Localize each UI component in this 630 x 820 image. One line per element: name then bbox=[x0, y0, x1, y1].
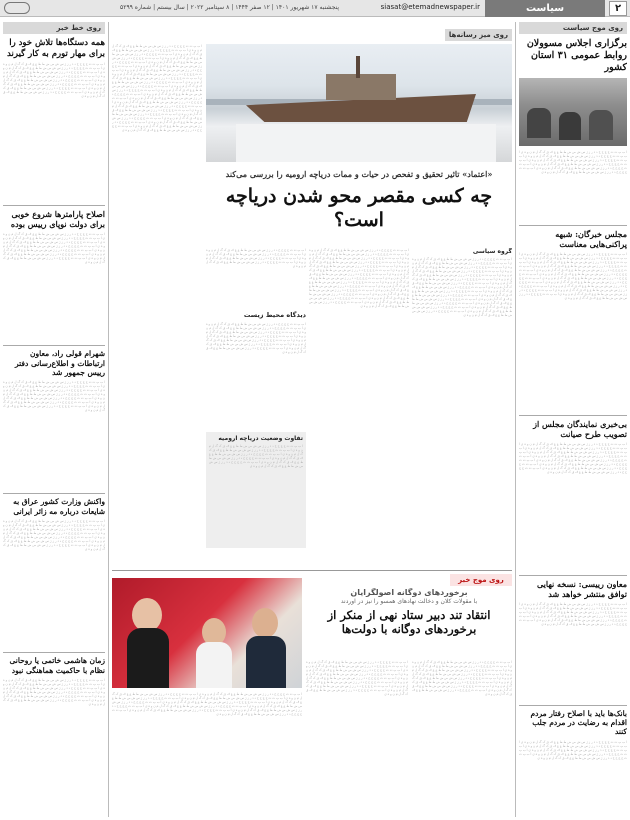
main-headline-block bbox=[206, 165, 512, 255]
story-body-text: ا ب پ ت ث ج چ ح خ د ذ ر ز ژ س ش ص ض ط ظ ع غ ف ق ک گ ل م ن و ه ی ا ب پ ت ث ج چ ح خ د ذ ر ز ژ س ش ص ض ط ظ ع غ ف ق ک گ ل م ن و ه ی ا ب پ ت ث ج چ ح خ د ذ ر ز ژ س ش ص ض ط ظ ع غ ف ق ک گ ل م ن و ه ی ا ب پ ت ث ج چ ح خ د ذ ر ز ژ س ش ص ض ط ظ ع غ ف ق ک گ ل م ن و ه ی ا ب پ ت ث ج چ ح خ د ذ ر ز ژ س ش ص ض ط ظ ع غ ف ق ک گ ل م ن و ه ی ا ب پ ت ث ج چ ح خ د ذ ر ز ژ س ش ص ض ط ظ ع غ ف ق ک گ ل م ن و ه ی ا ب پ ت ث ج چ ح خ د ذ ر ز ژ س ش ص ض ط ظ ع غ ف ق ک گ ل م ن و ه ی ا ب پ ت ث ج چ ح خ د ذ ر ز ژ س ش ص ض ط ظ ع غ ف ق ک گ ل م ن و ه ی bbox=[3, 62, 105, 99]
bottom-story-headline-block bbox=[306, 588, 512, 658]
newspaper-logo-icon bbox=[4, 2, 30, 14]
lake-ship-photo bbox=[206, 44, 512, 162]
bottom-subtitle-2: با مقولات کلان و دخالت نهادهای همسو را نیز در اوردند bbox=[340, 598, 478, 605]
story-title: همه دستگاه‌ها تلاش خود را برای مهار تورم به کار گیرند bbox=[7, 38, 105, 59]
story-title: شهرام قولی راد، معاون ارتباطات و اطلاع‌رسانی دفتر رییس جمهور شد bbox=[15, 349, 105, 377]
article-body-text: ا ب پ ت ث ج چ ح خ د ذ ر ز ژ س ش ص ض ط ظ ع غ ف ق ک گ ل م ن و ه ی ا ب پ ت ث ج چ ح خ د ذ ر ز ژ س ش ص ض ط ظ ع غ ف ق ک گ ل م ن و ه ی ا ب پ ت ث ج چ ح خ د ذ ر ز ژ س ش ص ض ط ظ ع غ ف ق ک گ ل م ن و ه ی ا ب پ ت ث ج چ ح خ د ذ ر ز ژ س ش ص ض ط ظ ع غ ف ق ک گ ل م ن و ه ی ا ب پ ت ث ج چ ح خ د ذ ر ز ژ س ش ص ض ط ظ ع غ ف ق ک گ ل م ن و ه ی ا ب پ ت ث ج چ ح خ د ذ ر ز ژ س ش ص ض ط ظ ع غ ف ق ک گ ل م ن و ه ی ا ب پ ت ث ج چ ح خ د ذ ر ز ژ س ش ص ض ط ظ ع غ ف ق ک گ ل م ن و ه ی ا ب پ ت ث ج چ ح خ د ذ ر ز ژ س ش ص ض ط ظ ع غ ف ق ک گ ل م ن و ه ی ا ب پ ت ث ج چ ح خ د ذ ر ز ژ س ش ص ض ط ظ ع غ ف ق ک گ ل م ن و ه ی ا ب پ ت ث ج چ ح خ د ذ ر ز ژ س ش ص ض ط ظ ع غ ف ق ک گ ل م ن و ه ی bbox=[112, 692, 302, 716]
story-body-text: ا ب پ ت ث ج چ ح خ د ذ ر ز ژ س ش ص ض ط ظ ع غ ف ق ک گ ل م ن و ه ی ا ب پ ت ث ج چ ح خ د ذ ر ز ژ س ش ص ض ط ظ ع غ ف ق ک گ ل م ن و ه ی ا ب پ ت ث ج چ ح خ د ذ ر ز ژ س ش ص ض ط ظ ع غ ف ق ک گ ل م ن و ه ی ا ب پ ت ث ج چ ح خ د ذ ر ز ژ س ش ص ض ط ظ ع غ ف ق ک گ ل م ن و ه ی ا ب پ ت ث ج چ ح خ د ذ ر ز ژ س ش ص ض ط ظ ع غ ف ق ک گ ل م ن و ه ی ا ب پ ت ث ج چ ح خ د ذ ر ز ژ س ش ص ض ط ظ ع غ ف ق ک گ ل م ن و ه ی ا ب پ ت ث ج چ ح خ د ذ ر ز ژ س ش ص ض ط ظ ع غ ف ق ک گ ل م ن و ه ی bbox=[3, 232, 105, 265]
story-title: برگزاری اجلاس مسوولان روابط عمومی ۳۱ استان کشور bbox=[526, 38, 627, 73]
article-body-text: ا ب پ ت ث ج چ ح خ د ذ ر ز ژ س ش ص ض ط ظ ع غ ف ق ک گ ل م ن و ه ی ا ب پ ت ث ج چ ح خ د ذ ر ز ژ س ش ص ض ط ظ ع غ ف ق ک گ ل م ن و ه ی ا ب پ ت ث ج چ ح خ د ذ ر ز ژ س ش ص ض ط ظ ع غ ف ق ک گ ل م ن و ه ی ا ب پ ت ث ج چ ح خ د ذ ر ز ژ س ش ص ض ط ظ ع غ ف ق ک گ ل م ن و ه ی ا ب پ ت ث ج چ ح خ د ذ ر ز ژ س ش ص ض ط ظ ع غ ف ق ک گ ل م ن و ه ی ا ب پ ت ث ج چ ح خ د ذ ر ز ژ س ش ص ض ط ظ ع غ ف ق ک گ ل م ن و ه ی ا ب پ ت ث ج چ ح خ د ذ ر ز ژ س ش ص ض ط ظ ع غ ف ق ک گ ل م ن و ه ی ا ب پ ت ث ج چ ح خ د ذ ر ز ژ س ش ص ض ط ظ ع غ ف ق ک گ ل م ن و ه ی bbox=[412, 660, 512, 696]
main-body-col-3 bbox=[206, 248, 306, 428]
main-subhead: دیدگاه محیط زیست bbox=[243, 311, 306, 319]
article-body-text: ا ب پ ت ث ج چ ح خ د ذ ر ز ژ س ش ص ض ط ظ ع غ ف ق ک گ ل م ن و ه ی ا ب پ ت ث ج چ ح خ د ذ ر ز ژ س ش ص ض ط ظ ع غ ف ق ک گ ل م ن و ه ی ا ب پ ت ث ج چ ح خ د ذ ر ز ژ س ش ص ض ط ظ ع غ ف ق ک گ ل م ن و ه ی ا ب پ ت ث ج چ ح خ د ذ ر ز ژ س ش ص ض ط ظ ع غ ف ق ک گ ل م ن و ه ی bbox=[206, 248, 306, 268]
article-body-text: ا ب پ ت ث ج چ ح خ د ذ ر ز ژ س ش ص ض ط ظ ع غ ف ق ک گ ل م ن و ه ی ا ب پ ت ث ج چ ح خ د ذ ر ز ژ س ش ص ض ط ظ ع غ ف ق ک گ ل م ن و ه ی ا ب پ ت ث ج چ ح خ د ذ ر ز ژ س ش ص ض ط ظ ع غ ف ق ک گ ل م ن و ه ی ا ب پ ت ث ج چ ح خ د ذ ر ز ژ س ش ص ض ط ظ ع غ ف ق ک گ ل م ن و ه ی ا ب پ ت ث ج چ ح خ د ذ ر ز ژ س ش ص ض ط ظ ع غ ف ق ک گ ل م ن و ه ی ا ب پ ت ث ج چ ح خ د ذ ر ز ژ س ش ص ض ط ظ ع غ ف ق ک گ ل م ن و ه ی ا ب پ ت ث ج چ ح خ د ذ ر ز ژ س ش ص ض ط ظ ع غ ف ق ک گ ل م ن و ه ی ا ب پ ت ث ج چ ح خ د ذ ر ز ژ س ش ص ض ط ظ ع غ ف ق ک گ ل م ن و ه ی bbox=[306, 660, 408, 696]
main-subtitle: «اعتماد» تاثیر تحقیق و تفحص در حیات و ممات دریاچه ارومیه را بررسی می‌کند bbox=[225, 169, 493, 179]
left-column bbox=[3, 22, 105, 817]
middle-column bbox=[112, 44, 202, 564]
article-body-text: ا ب پ ت ث ج چ ح خ د ذ ر ز ژ س ش ص ض ط ظ ع غ ف ق ک گ ل م ن و ه ی ا ب پ ت ث ج چ ح خ د ذ ر ز ژ س ش ص ض ط ظ ع غ ف ق ک گ ل م ن و ه ی ا ب پ ت ث ج چ ح خ د ذ ر ز ژ س ش ص ض ط ظ ع غ ف ق ک گ ل م ن و ه ی ا ب پ ت ث ج چ ح خ د ذ ر ز ژ س ش ص ض ط ظ ع غ ف ق ک گ ل م ن و ه ی ا ب پ ت ث ج چ ح خ د ذ ر ز ژ س ش ص ض ط ظ ع غ ف ق ک گ ل م ن و ه ی ا ب پ ت ث ج چ ح خ د ذ ر ز ژ س ش ص ض ط ظ ع غ ف ق ک گ ل م ن و ه ی ا ب پ ت ث ج چ ح خ د ذ ر ز ژ س ش ص ض ط ظ ع غ ف ق ک گ ل م ن و ه ی bbox=[206, 322, 306, 354]
story-title: مجلس خبرگان: شبهه پراکنی‌هایی معناست bbox=[555, 228, 627, 249]
website-address[interactable]: siasat@etemadnewspaper.ir bbox=[380, 3, 480, 11]
story-body-text: ا ب پ ت ث ج چ ح خ د ذ ر ز ژ س ش ص ض ط ظ ع غ ف ق ک گ ل م ن و ه ی ا ب پ ت ث ج چ ح خ د ذ ر ز ژ س ش ص ض ط ظ ع غ ف ق ک گ ل م ن و ه ی ا ب پ ت ث ج چ ح خ د ذ ر ز ژ س ش ص ض ط ظ ع غ ف ق ک گ ل م ن و ه ی ا ب پ ت ث ج چ ح خ د ذ ر ز ژ س ش ص ض ط ظ ع غ ف ق ک گ ل م ن و ه ی ا ب پ ت ث ج چ ح خ د ذ ر ز ژ س ش ص ض ط ظ ع غ ف ق ک گ ل م ن و ه ی ا ب پ ت ث ج چ ح خ د ذ ر ز ژ س ش ص ض ط ظ ع غ ف ق ک گ ل م ن و ه ی ا ب پ ت ث ج چ ح خ د ذ ر ز ژ س ش ص ض ط ظ ع غ ف ق ک گ ل م ن و ه ی ا ب پ ت ث ج چ ح خ د ذ ر ز ژ س ش ص ض ط ظ ع غ ف ق ک گ ل م ن و ه ی bbox=[519, 441, 627, 474]
story-title: معاون رییسی: نسخه نهایی توافق منتشر خواهد شد bbox=[537, 578, 627, 599]
info-box-text: ا ب پ ت ث ج چ ح خ د ذ ر ز ژ س ش ص ض ط ظ ع غ ف ق ک گ ل م ن و ه ی ا ب پ ت ث ج چ ح خ د ذ ر ز ژ س ش ص ض ط ظ ع غ ف ق ک گ ل م ن و ه ی ا ب پ ت ث ج چ ح خ د ذ ر ز ژ س ش ص ض ط ظ ع غ ف ق ک گ ل م ن و ه ی ا ب پ ت ث ج چ ح خ د ذ ر ز ژ س ش ص ض ط ظ ع غ ف ق ک گ ل م ن و ه ی ا ب پ ت ث ج چ ح خ د ذ ر ز ژ س ش ص ض ط ظ ع غ ف ق ک گ ل م ن و ه ی bbox=[209, 444, 303, 468]
main-kicker: روی میز رسانه‌ها bbox=[445, 29, 512, 41]
article-body-text: ا ب پ ت ث ج چ ح خ د ذ ر ز ژ س ش ص ض ط ظ ع غ ف ق ک گ ل م ن و ه ی ا ب پ ت ث ج چ ح خ د ذ ر ز ژ س ش ص ض ط ظ ع غ ف ق ک گ ل م ن و ه ی ا ب پ ت ث ج چ ح خ د ذ ر ز ژ س ش ص ض ط ظ ع غ ف ق ک گ ل م ن و ه ی ا ب پ ت ث ج چ ح خ د ذ ر ز ژ س ش ص ض ط ظ ع غ ف ق ک گ ل م ن و ه ی ا ب پ ت ث ج چ ح خ د ذ ر ز ژ س ش ص ض ط ظ ع غ ف ق ک گ ل م ن و ه ی ا ب پ ت ث ج چ ح خ د ذ ر ز ژ س ش ص ض ط ظ ع غ ف ق ک گ ل م ن و ه ی ا ب پ ت ث ج چ ح خ د ذ ر ز ژ س ش ص ض ط ظ ع غ ف ق ک گ ل م ن و ه ی ا ب پ ت ث ج چ ح خ د ذ ر ز ژ س ش ص ض ط ظ ع غ ف ق ک گ ل م ن و ه ی ا ب پ ت ث ج چ ح خ د ذ ر ز ژ س ش ص ض ط ظ ع غ ف ق ک گ ل م ن و ه ی ا ب پ ت ث ج چ ح خ د ذ ر ز ژ س ش ص ض ط ظ ع غ ف ق ک گ ل م ن و ه ی ا ب پ ت ث ج چ ح خ د ذ ر ز ژ س ش ص ض ط ظ ع غ ف ق ک گ ل م ن و ه ی ا ب پ ت ث ج چ ح خ د ذ ر ز ژ س ش ص ض ط ظ ع غ ف ق ک گ ل م ن و ه ی ا ب پ ت ث ج چ ح خ د ذ ر ز ژ س ش ص ض ط ظ ع غ ف ق ک گ ل م ن و ه ی ا ب پ ت ث ج چ ح خ د ذ ر ز ژ س ش ص ض ط ظ ع غ ف ق ک گ ل م ن و ه ی bbox=[412, 257, 512, 317]
story-title: بی‌خبری نمایندگان مجلس از تصویب طرح صیانت bbox=[533, 418, 627, 439]
story-title: واکنش وزارت کشور عراق به شایعات درباره مه زائر ایرانی bbox=[13, 497, 105, 516]
story-title: بانک‌ها باید با اصلاح رفتار مردم اقدام به رضایت در مردم جلب کنند bbox=[530, 708, 627, 737]
story-body-text: ا ب پ ت ث ج چ ح خ د ذ ر ز ژ س ش ص ض ط ظ ع غ ف ق ک گ ل م ن و ه ی ا ب پ ت ث ج چ ح خ د ذ ر ز ژ س ش ص ض ط ظ ع غ ف ق ک گ ل م ن و ه ی ا ب پ ت ث ج چ ح خ د ذ ر ز ژ س ش ص ض ط ظ ع غ ف ق ک گ ل م ن و ه ی ا ب پ ت ث ج چ ح خ د ذ ر ز ژ س ش ص ض ط ظ ع غ ف ق ک گ ل م ن و ه ی ا ب پ ت ث ج چ ح خ د ذ ر ز ژ س ش ص ض ط ظ ع غ ف ق ک گ ل م ن و ه ی ا ب پ ت ث ج چ ح خ د ذ ر ز ژ س ش ص ض ط ظ ع غ ف ق ک گ ل م ن و ه ی ا ب پ ت ث ج چ ح خ د ذ ر ز ژ س ش ص ض ط ظ ع غ ف ق ک گ ل م ن و ه ی bbox=[3, 519, 105, 552]
section-label: سیاست bbox=[485, 0, 605, 17]
main-body-col-1 bbox=[412, 248, 512, 548]
story-body-text: ا ب پ ت ث ج چ ح خ د ذ ر ز ژ س ش ص ض ط ظ ع غ ف ق ک گ ل م ن و ه ی ا ب پ ت ث ج چ ح خ د ذ ر ز ژ س ش ص ض ط ظ ع غ ف ق ک گ ل م ن و ه ی ا ب پ ت ث ج چ ح خ د ذ ر ز ژ س ش ص ض ط ظ ع غ ف ق ک گ ل م ن و ه ی ا ب پ ت ث ج چ ح خ د ذ ر ز ژ س ش ص ض ط ظ ع غ ف ق ک گ ل م ن و ه ی ا ب پ ت ث ج چ ح خ د ذ ر ز ژ س ش ص ض ط ظ ع غ ف ق ک گ ل م ن و ه ی ا ب پ ت ث ج چ ح خ د ذ ر ز ژ س ش ص ض ط ظ ع غ ف ق ک گ ل م ن و ه ی bbox=[519, 149, 627, 174]
story-body-text: ا ب پ ت ث ج چ ح خ د ذ ر ز ژ س ش ص ض ط ظ ع غ ف ق ک گ ل م ن و ه ی ا ب پ ت ث ج چ ح خ د ذ ر ز ژ س ش ص ض ط ظ ع غ ف ق ک گ ل م ن و ه ی ا ب پ ت ث ج چ ح خ د ذ ر ز ژ س ش ص ض ط ظ ع غ ف ق ک گ ل م ن و ه ی ا ب پ ت ث ج چ ح خ د ذ ر ز ژ س ش ص ض ط ظ ع غ ف ق ک گ ل م ن و ه ی ا ب پ ت ث ج چ ح خ د ذ ر ز ژ س ش ص ض ط ظ ع غ ف ق ک گ ل م ن و ه ی ا ب پ ت ث ج چ ح خ د ذ ر ز ژ س ش ص ض ط ظ ع غ ف ق ک گ ل م ن و ه ی ا ب پ ت ث ج چ ح خ د ذ ر ز ژ س ش ص ض ط ظ ع غ ف ق ک گ ل م ن و ه ی ا ب پ ت ث ج چ ح خ د ذ ر ز ژ س ش ص ض ط ظ ع غ ف ق ک گ ل م ن و ه ی ا ب پ ت ث ج چ ح خ د ذ ر ز ژ س ش ص ض ط ظ ع غ ف ق ک گ ل م ن و ه ی ا ب پ ت ث ج چ ح خ د ذ ر ز ژ س ش ص ض ط ظ ع غ ف ق ک گ ل م ن و ه ی ا ب پ ت ث ج چ ح خ د ذ ر ز ژ س ش ص ض ط ظ ع غ ف ق ک گ ل م ن و ه ی ا ب پ ت ث ج چ ح خ د ذ ر ز ژ س ش ص ض ط ظ ع غ ف ق ک گ ل م ن و ه ی bbox=[519, 251, 627, 300]
page-number: ۲ bbox=[609, 1, 627, 16]
main-byline: گروه سیاسی bbox=[472, 248, 512, 255]
story-body-text: ا ب پ ت ث ج چ ح خ د ذ ر ز ژ س ش ص ض ط ظ ع غ ف ق ک گ ل م ن و ه ی ا ب پ ت ث ج چ ح خ د ذ ر ز ژ س ش ص ض ط ظ ع غ ف ق ک گ ل م ن و ه ی ا ب پ ت ث ج چ ح خ د ذ ر ز ژ س ش ص ض ط ظ ع غ ف ق ک گ ل م ن و ه ی ا ب پ ت ث ج چ ح خ د ذ ر ز ژ س ش ص ض ط ظ ع غ ف ق ک گ ل م ن و ه ی ا ب پ ت ث ج چ ح خ د ذ ر ز ژ س ش ص ض ط ظ ع غ ف ق ک گ ل م ن و ه ی ا ب پ ت ث ج چ ح خ د ذ ر ز ژ س ش ص ض ط ظ ع غ ف ق ک گ ل م ن و ه ی bbox=[519, 601, 627, 626]
article-body-text: ا ب پ ت ث ج چ ح خ د ذ ر ز ژ س ش ص ض ط ظ ع غ ف ق ک گ ل م ن و ه ی ا ب پ ت ث ج چ ح خ د ذ ر ز ژ س ش ص ض ط ظ ع غ ف ق ک گ ل م ن و ه ی ا ب پ ت ث ج چ ح خ د ذ ر ز ژ س ش ص ض ط ظ ع غ ف ق ک گ ل م ن و ه ی ا ب پ ت ث ج چ ح خ د ذ ر ز ژ س ش ص ض ط ظ ع غ ف ق ک گ ل م ن و ه ی ا ب پ ت ث ج چ ح خ د ذ ر ز ژ س ش ص ض ط ظ ع غ ف ق ک گ ل م ن و ه ی ا ب پ ت ث ج چ ح خ د ذ ر ز ژ س ش ص ض ط ظ ع غ ف ق ک گ ل م ن و ه ی ا ب پ ت ث ج چ ح خ د ذ ر ز ژ س ش ص ض ط ظ ع غ ف ق ک گ ل م ن و ه ی ا ب پ ت ث ج چ ح خ د ذ ر ز ژ س ش ص ض ط ظ ع غ ف ق ک گ ل م ن و ه ی ا ب پ ت ث ج چ ح خ د ذ ر ز ژ س ش ص ض ط ظ ع غ ف ق ک گ ل م ن و ه ی ا ب پ ت ث ج چ ح خ د ذ ر ز ژ س ش ص ض ط ظ ع غ ف ق ک گ ل م ن و ه ی ا ب پ ت ث ج چ ح خ د ذ ر ز ژ س ش ص ض ط ظ ع غ ف ق ک گ ل م ن و ه ی ا ب پ ت ث ج چ ح خ د ذ ر ز ژ س ش ص ض ط ظ ع غ ف ق ک گ ل م ن و ه ی ا ب پ ت ث ج چ ح خ د ذ ر ز ژ س ش ص ض ط ظ ع غ ف ق ک گ ل م ن و ه ی ا ب پ ت ث ج چ ح خ د ذ ر ز ژ س ش ص ض ط ظ ع غ ف ق ک گ ل م ن و ه ی bbox=[309, 248, 409, 308]
story-body-text: ا ب پ ت ث ج چ ح خ د ذ ر ز ژ س ش ص ض ط ظ ع غ ف ق ک گ ل م ن و ه ی ا ب پ ت ث ج چ ح خ د ذ ر ز ژ س ش ص ض ط ظ ع غ ف ق ک گ ل م ن و ه ی ا ب پ ت ث ج چ ح خ د ذ ر ز ژ س ش ص ض ط ظ ع غ ف ق ک گ ل م ن و ه ی ا ب پ ت ث ج چ ح خ د ذ ر ز ژ س ش ص ض ط ظ ع غ ف ق ک گ ل م ن و ه ی ا ب پ ت ث ج چ ح خ د ذ ر ز ژ س ش ص ض ط ظ ع غ ف ق ک گ ل م ن و ه ی ا ب پ ت ث ج چ ح خ د ذ ر ز ژ س ش ص ض ط ظ ع غ ف ق ک گ ل م ن و ه ی ا ب پ ت ث ج چ ح خ د ذ ر ز ژ س ش ص ض ط ظ ع غ ف ق ک گ ل م ن و ه ی bbox=[3, 380, 105, 413]
left-column-kicker: روی خط خبر bbox=[3, 22, 105, 34]
story-body-text: ا ب پ ت ث ج چ ح خ د ذ ر ز ژ س ش ص ض ط ظ ع غ ف ق ک گ ل م ن و ه ی ا ب پ ت ث ج چ ح خ د ذ ر ز ژ س ش ص ض ط ظ ع غ ف ق ک گ ل م ن و ه ی ا ب پ ت ث ج چ ح خ د ذ ر ز ژ س ش ص ض ط ظ ع غ ف ق ک گ ل م ن و ه ی ا ب پ ت ث ج چ ح خ د ذ ر ز ژ س ش ص ض ط ظ ع غ ف ق ک گ ل م ن و ه ی ا ب پ ت ث ج چ ح خ د ذ ر ز ژ س ش ص ض ط ظ ع غ ف ق ک گ ل م ن و ه ی bbox=[519, 739, 627, 760]
bottom-body-col-3 bbox=[112, 692, 302, 810]
main-body-col-2 bbox=[309, 248, 409, 548]
masthead bbox=[0, 0, 630, 17]
date-line: پنجشنبه ۱۷ شهریور ۱۴۰۱ | ۱۲ صفر ۱۴۴۴ | ۸ سپتامبر ۲۰۲۲ | سال بیستم | شماره ۵۲۹۹ bbox=[120, 4, 340, 11]
right-column-kicker: روی موج سیاست bbox=[519, 22, 627, 34]
story-title: زمان هاشمی خاتمی یا روحانی نظام با حاکمیت هماهنگی نبود bbox=[9, 656, 105, 675]
info-box bbox=[206, 432, 306, 548]
story-title: اصلاح پارامترها شروع خوبی برای دولت نوپای رییس بوده bbox=[10, 209, 105, 230]
bottom-story-kicker: روی موج خبر bbox=[450, 574, 512, 586]
bottom-subtitle-1: برخوردهای دوگانه اصولگرایان bbox=[350, 588, 468, 597]
bottom-body-col-1 bbox=[412, 660, 512, 810]
conference-photo bbox=[519, 78, 627, 146]
stadium-fans-photo bbox=[112, 578, 302, 688]
story-body-text: ا ب پ ت ث ج چ ح خ د ذ ر ز ژ س ش ص ض ط ظ ع غ ف ق ک گ ل م ن و ه ی ا ب پ ت ث ج چ ح خ د ذ ر ز ژ س ش ص ض ط ظ ع غ ف ق ک گ ل م ن و ه ی ا ب پ ت ث ج چ ح خ د ذ ر ز ژ س ش ص ض ط ظ ع غ ف ق ک گ ل م ن و ه ی ا ب پ ت ث ج چ ح خ د ذ ر ز ژ س ش ص ض ط ظ ع غ ف ق ک گ ل م ن و ه ی ا ب پ ت ث ج چ ح خ د ذ ر ز ژ س ش ص ض ط ظ ع غ ف ق ک گ ل م ن و ه ی ا ب پ ت ث ج چ ح خ د ذ ر ز ژ س ش ص ض ط ظ ع غ ف ق ک گ ل م ن و ه ی bbox=[3, 677, 105, 706]
info-box-subhead: تفاوت وضعیت دریاچه ارومیه bbox=[218, 435, 303, 442]
right-column bbox=[519, 22, 627, 817]
bottom-body-col-2 bbox=[306, 660, 408, 810]
article-body-text: ا ب پ ت ث ج چ ح خ د ذ ر ز ژ س ش ص ض ط ظ ع غ ف ق ک گ ل م ن و ه ی ا ب پ ت ث ج چ ح خ د ذ ر ز ژ س ش ص ض ط ظ ع غ ف ق ک گ ل م ن و ه ی ا ب پ ت ث ج چ ح خ د ذ ر ز ژ س ش ص ض ط ظ ع غ ف ق ک گ ل م ن و ه ی ا ب پ ت ث ج چ ح خ د ذ ر ز ژ س ش ص ض ط ظ ع غ ف ق ک گ ل م ن و ه ی ا ب پ ت ث ج چ ح خ د ذ ر ز ژ س ش ص ض ط ظ ع غ ف ق ک گ ل م ن و ه ی ا ب پ ت ث ج چ ح خ د ذ ر ز ژ س ش ص ض ط ظ ع غ ف ق ک گ ل م ن و ه ی ا ب پ ت ث ج چ ح خ د ذ ر ز ژ س ش ص ض ط ظ ع غ ف ق ک گ ل م ن و ه ی ا ب پ ت ث ج چ ح خ د ذ ر ز ژ س ش ص ض ط ظ ع غ ف ق ک گ ل م ن و ه ی ا ب پ ت ث ج چ ح خ د ذ ر ز ژ س ش ص ض ط ظ ع غ ف ق ک گ ل م ن و ه ی ا ب پ ت ث ج چ ح خ د ذ ر ز ژ س ش ص ض ط ظ ع غ ف ق ک گ ل م ن و ه ی ا ب پ ت ث ج چ ح خ د ذ ر ز ژ س ش ص ض ط ظ ع غ ف ق ک گ ل م ن و ه ی ا ب پ ت ث ج چ ح خ د ذ ر ز ژ س ش ص ض ط ظ ع غ ف ق ک گ ل م ن و ه ی ا ب پ ت ث ج چ ح خ د ذ ر ز ژ س ش ص ض ط ظ ع غ ف ق ک گ ل م ن و ه ی ا ب پ ت ث ج چ ح خ د ذ ر ز ژ س ش ص ض ط ظ ع غ ف ق ک گ ل م ن و ه ی ا ب پ ت ث ج چ ح خ د ذ ر ز ژ س ش ص ض ط ظ ع غ ف ق ک گ ل م ن و ه ی ا ب پ ت ث ج چ ح خ د ذ ر ز ژ س ش ص ض ط ظ ع غ ف ق ک گ ل م ن و ه ی ا ب پ ت ث ج چ ح خ د ذ ر ز ژ س ش ص ض ط ظ ع غ ف ق ک گ ل م ن و ه ی ا ب پ ت ث ج چ ح خ د ذ ر ز ژ س ش ص ض ط ظ ع غ ف ق ک گ ل م ن و ه ی ا ب پ ت ث ج چ ح خ د ذ ر ز ژ س ش ص ض ط ظ ع غ ف ق ک گ ل م ن و ه ی bbox=[112, 44, 202, 132]
main-headline: چه کسی مقصر محو شدن دریاچه است؟ bbox=[225, 185, 493, 231]
bottom-story-kicker-row bbox=[450, 574, 512, 586]
bottom-headline: انتقاد تند دبیر ستاد نهی از منکر از برخوردهای دوگانه با دولت‌ها bbox=[327, 608, 491, 637]
